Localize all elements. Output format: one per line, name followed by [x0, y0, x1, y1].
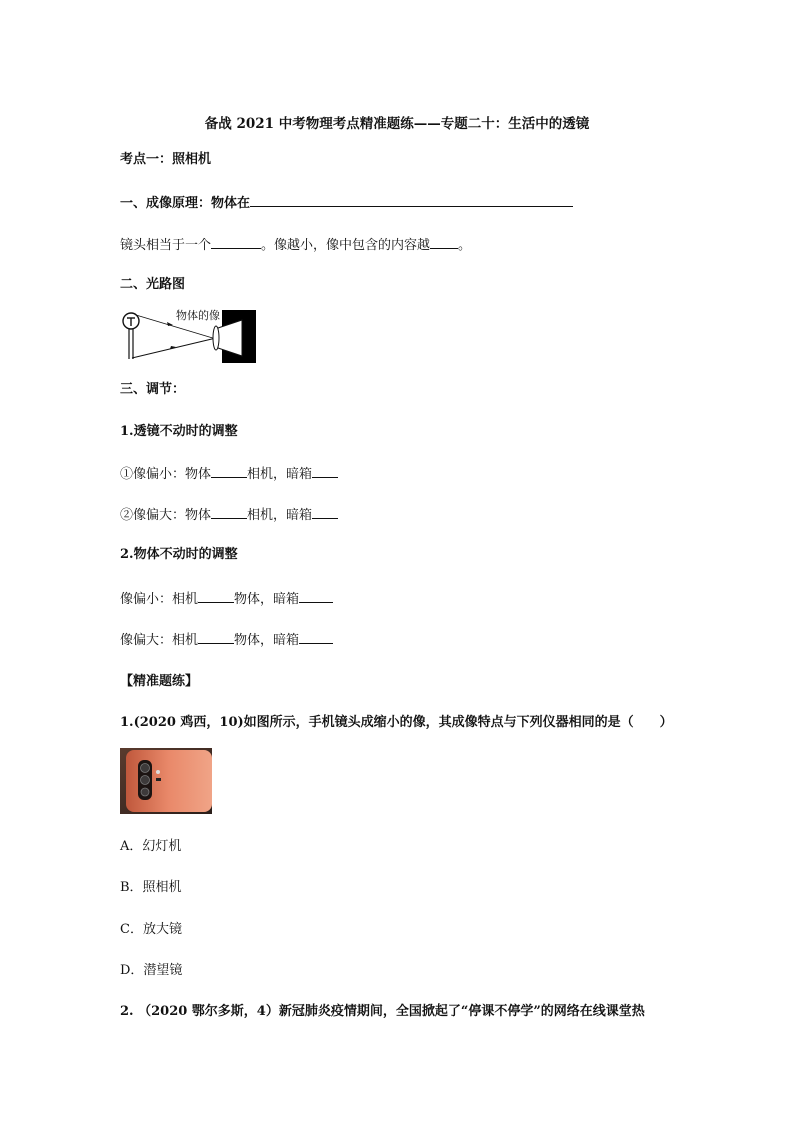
question-1-stem: 1.(2020 鸡西，10)如图所示，手机镜头成缩小的像，其成像特点与下列仪器相同的是（ ） [120, 715, 673, 730]
lens-text-1: 镜头相当于一个 [120, 238, 212, 253]
camera-light-path-diagram [118, 306, 258, 366]
adjust-item-3-b: 物体，暗箱 [234, 592, 300, 607]
answer-blank[interactable] [211, 506, 247, 519]
answer-blank[interactable] [312, 506, 338, 519]
principle-line [120, 194, 573, 212]
adjust-item-4 [120, 631, 333, 649]
adjust-item-1-b: 相机，暗箱 [247, 467, 313, 482]
q1-option-a[interactable]: A．幻灯机 [120, 839, 182, 854]
adjust-item-4-a: 像偏大：相机 [120, 633, 199, 648]
answer-blank[interactable] [312, 465, 338, 478]
adjust-item-2-a: ②像偏大：物体 [120, 508, 212, 523]
answer-blank[interactable] [430, 236, 458, 249]
document-title: 备战 2021 中考物理考点精准题练——专题二十：生活中的透镜 [204, 116, 590, 132]
adjust-item-2-b: 相机，暗箱 [247, 508, 313, 523]
diagram-heading: 二、光路图 [120, 277, 186, 292]
answer-blank[interactable] [198, 590, 234, 603]
adjust-item-2 [120, 506, 338, 524]
question-2-stem: 2. （2020 鄂尔多斯，4）新冠肺炎疫情期间，全国掀起了“停课不停学”的网络在线课堂热 [120, 1004, 645, 1019]
answer-blank[interactable] [299, 590, 333, 603]
answer-blank[interactable] [211, 465, 247, 478]
q1-option-d[interactable]: D．潜望镜 [120, 963, 183, 978]
adjust-sub-1: 1.透镜不动时的调整 [120, 424, 238, 439]
q1-option-b[interactable]: B．照相机 [120, 880, 182, 895]
image-label: 物体的像 [176, 309, 220, 322]
lens-text-3: 。 [458, 238, 472, 253]
lens-line [120, 236, 471, 254]
adjust-item-1-a: ①像偏小：物体 [120, 467, 212, 482]
adjust-item-1 [120, 465, 338, 483]
answer-blank[interactable] [211, 236, 261, 249]
q1-option-c[interactable]: C．放大镜 [120, 922, 182, 937]
adjust-sub-2: 2.物体不动时的调整 [120, 547, 238, 562]
answer-blank[interactable] [198, 631, 234, 644]
adjust-item-4-b: 物体，暗箱 [234, 633, 300, 648]
answer-blank[interactable] [299, 631, 333, 644]
answer-blank[interactable] [250, 194, 573, 207]
phone-camera-photo [120, 748, 212, 814]
point-heading: 考点一：照相机 [120, 152, 212, 167]
adjust-item-3 [120, 590, 333, 608]
principle-label: 一、成像原理：物体在 [120, 196, 251, 211]
practice-heading: 【精准题练】 [120, 674, 199, 689]
lens-text-2: 。像越小，像中包含的内容越 [261, 238, 431, 253]
adjust-item-3-a: 像偏小：相机 [120, 592, 199, 607]
object-icon [123, 313, 139, 359]
adjust-heading: 三、调节： [120, 382, 186, 397]
